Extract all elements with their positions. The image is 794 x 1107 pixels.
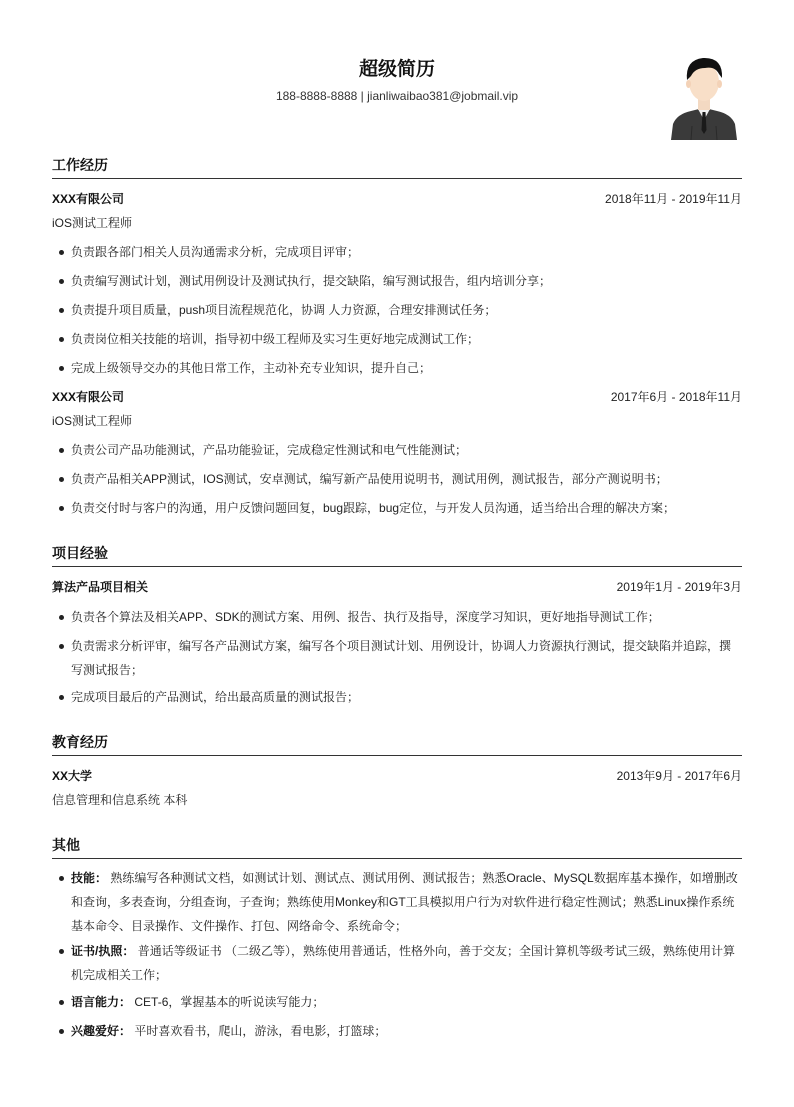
list-item: 负责提升项目质量，push项目流程规范化，协调 人力资源，合理安排测试任务； bbox=[52, 298, 742, 322]
list-item: 负责需求分析评审，编写各产品测试方案，编写各个项目测试计划、用例设计，协调人力资源执行测试，提交缺陷并追踪，撰写测试报告； bbox=[52, 634, 742, 682]
bullet-icon bbox=[59, 615, 64, 620]
section-divider bbox=[52, 566, 742, 567]
company-name: XXX有限公司 bbox=[52, 390, 125, 404]
other-section-header bbox=[52, 834, 742, 859]
work-entry-header bbox=[52, 388, 742, 406]
list-item: 负责交付时与客户的沟通，用户反馈问题回复，bug跟踪，bug定位，与开发人员沟通，适当给出合理的解决方案； bbox=[52, 496, 742, 520]
bullet-icon bbox=[59, 308, 64, 313]
list-item: 负责各个算法及相关APP、SDK的测试方案、用例、报告、执行及指导，深度学习知识，更好地指导测试工作； bbox=[52, 605, 742, 629]
bullet-icon bbox=[59, 949, 64, 954]
item-text: CET-6，掌握基本的听说读写能力； bbox=[134, 995, 325, 1009]
work-date: 2018年11月 - 2019年11月 bbox=[605, 192, 742, 206]
project-date: 2019年1月 - 2019年3月 bbox=[616, 580, 742, 594]
item-label: 技能： bbox=[71, 871, 108, 885]
list-item bbox=[52, 866, 742, 938]
person-avatar-icon bbox=[669, 50, 739, 140]
item-text: 熟练编写各种测试文档，如测试计划、测试点、测试用例、测试报告；熟悉Oracle、MySQL数据库基本操作，如增删改和查询，多表查询，分组查询，子查询；熟练使用Monkey和GT工具模拟用户行为对软件进行稳定性测试；熟悉Linux操作系统基本命令、目录操作、文件操作、打包、网络命令、系统命令； bbox=[71, 871, 738, 933]
item-text: 普通话等级证书 （二级乙等），熟练使用普通话，性格外向，善于交友；全国计算机等级考试三级，熟练使用计算机完成相关工作； bbox=[71, 944, 736, 982]
bullet-icon bbox=[59, 506, 64, 511]
company-name: XXX有限公司 bbox=[52, 192, 125, 206]
list-item: 负责公司产品功能测试，产品功能验证，完成稳定性测试和电气性能测试； bbox=[52, 438, 742, 462]
list-item: 完成上级领导交办的其他日常工作，主动补充专业知识，提升自己； bbox=[52, 356, 742, 380]
work-entry-header bbox=[52, 190, 742, 208]
bullet-icon bbox=[59, 250, 64, 255]
school-name: XX大学 bbox=[52, 769, 93, 783]
item-label: 语言能力： bbox=[71, 995, 132, 1009]
section-divider bbox=[52, 755, 742, 756]
section-divider bbox=[52, 178, 742, 179]
work-section-header bbox=[52, 154, 742, 179]
section-divider bbox=[52, 858, 742, 859]
list-item: 负责产品相关APP测试，IOS测试，安卓测试，编写新产品使用说明书，测试用例，测试报告，部分产测说明书； bbox=[52, 467, 742, 491]
section-title-project: 项目经验 bbox=[52, 545, 108, 561]
project-name: 算法产品项目相关 bbox=[52, 580, 149, 594]
job-role: iOS测试工程师 bbox=[52, 414, 133, 428]
bullet-icon bbox=[59, 477, 64, 482]
item-label: 兴趣爱好： bbox=[71, 1024, 132, 1038]
list-item: 完成项目最后的产品测试，给出最高质量的测试报告； bbox=[52, 685, 742, 709]
section-title-work: 工作经历 bbox=[52, 157, 108, 173]
list-item bbox=[52, 1019, 742, 1043]
bullet-icon bbox=[59, 1029, 64, 1034]
bullet-icon bbox=[59, 644, 64, 649]
contact-info: 188-8888-8888 | jianliwaibao381@jobmail.vip bbox=[275, 89, 519, 103]
education-date: 2013年9月 - 2017年6月 bbox=[616, 769, 742, 783]
education-section-header bbox=[52, 731, 742, 756]
job-role: iOS测试工程师 bbox=[52, 216, 133, 230]
bullet-icon bbox=[59, 366, 64, 371]
resume-name: 超级简历 bbox=[358, 59, 435, 80]
project-entry-header bbox=[52, 578, 742, 596]
list-item bbox=[52, 990, 742, 1014]
major-degree: 信息管理和信息系统 本科 bbox=[52, 793, 188, 807]
bullet-icon bbox=[59, 876, 64, 881]
list-item: 负责岗位相关技能的培训，指导初中级工程师及实习生更好地完成测试工作； bbox=[52, 327, 742, 351]
bullet-icon bbox=[59, 1000, 64, 1005]
work-date: 2017年6月 - 2018年11月 bbox=[610, 390, 742, 404]
bullet-icon bbox=[59, 279, 64, 284]
list-item: 负责编写测试计划，测试用例设计及测试执行，提交缺陷，编写测试报告，组内培训分享； bbox=[52, 269, 742, 293]
bullet-icon bbox=[59, 337, 64, 342]
list-item: 负责跟各部门相关人员沟通需求分析，完成项目评审； bbox=[52, 240, 742, 264]
bullet-icon bbox=[59, 695, 64, 700]
list-item bbox=[52, 939, 742, 987]
education-entry-header bbox=[52, 767, 742, 785]
section-title-education: 教育经历 bbox=[52, 734, 108, 750]
section-title-other: 其他 bbox=[52, 837, 80, 853]
item-label: 证书/执照： bbox=[71, 944, 135, 958]
bullet-icon bbox=[59, 448, 64, 453]
item-text: 平时喜欢看书，爬山，游泳，看电影，打篮球； bbox=[134, 1024, 387, 1038]
project-section-header bbox=[52, 542, 742, 567]
